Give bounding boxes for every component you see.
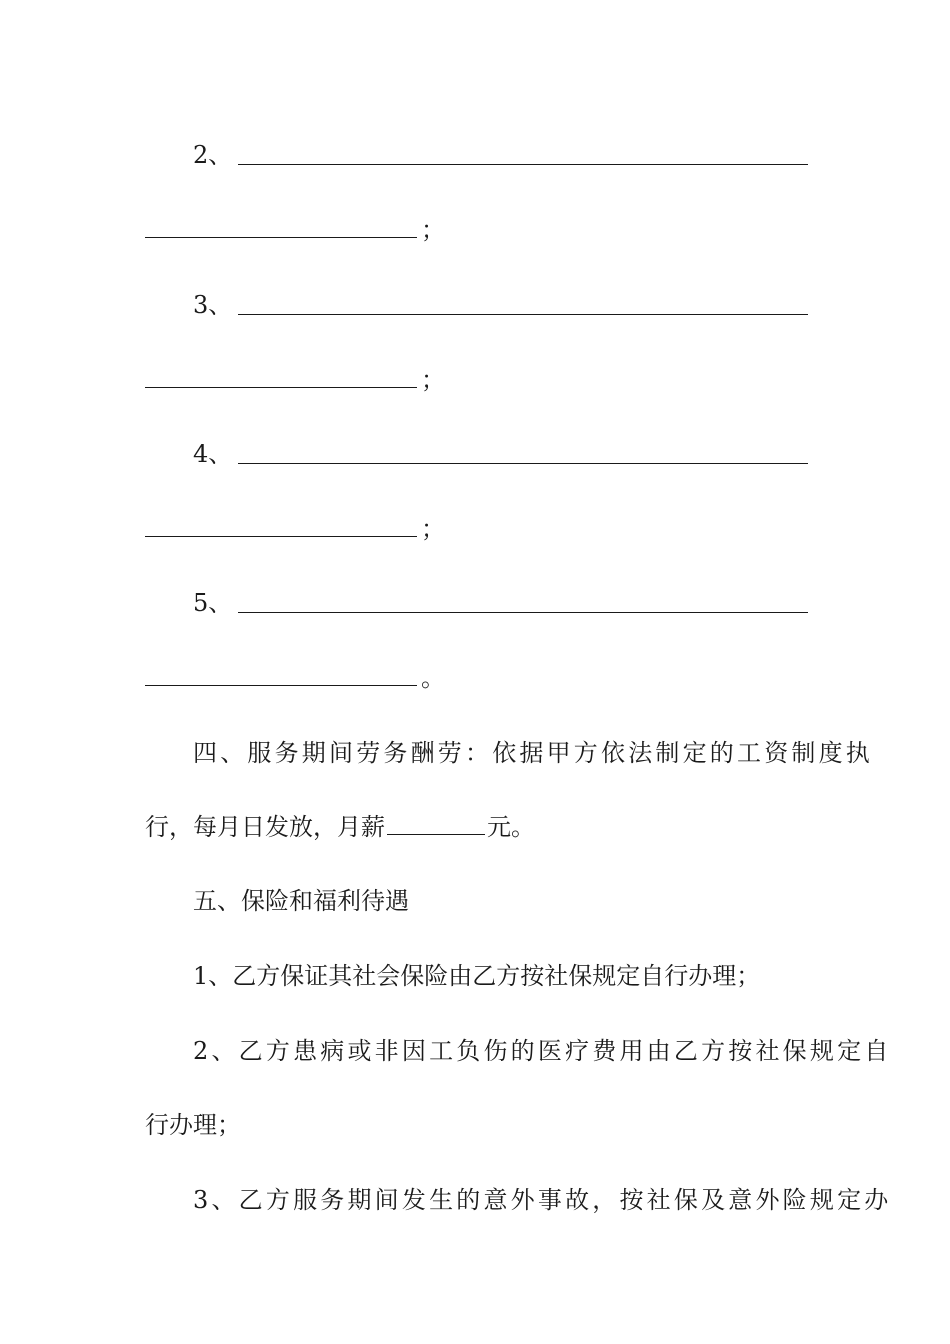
section-5-title: 五、保险和福利待遇 <box>193 887 409 915</box>
item-number: 3、 <box>193 291 233 319</box>
fill-in-blank[interactable] <box>145 665 417 686</box>
item-number: 5、 <box>193 589 233 617</box>
blank-item-3-continuation <box>145 363 808 397</box>
blank-item-4 <box>193 437 808 471</box>
fill-in-blank[interactable] <box>238 443 808 464</box>
section-4-line-1: 四、服务期间劳务酬劳：依据甲方依法制定的工资制度执 <box>193 739 873 767</box>
item-number: 2、 <box>193 141 233 169</box>
fill-in-blank[interactable] <box>145 217 417 238</box>
section-5-paragraph-3-line-1: 3、乙方服务期间发生的意外事故，按社保及意外险规定办 <box>193 1186 892 1214</box>
fill-in-blank[interactable] <box>238 294 808 315</box>
blank-item-5 <box>193 586 808 620</box>
fill-in-blank[interactable] <box>238 592 808 613</box>
salary-blank[interactable] <box>387 814 485 835</box>
section-4-text: 行，每月日发放，月薪 <box>145 813 385 841</box>
blank-item-2 <box>193 138 808 172</box>
fill-in-blank[interactable] <box>238 144 808 165</box>
section-5-paragraph-2-line-1: 2、乙方患病或非因工负伤的医疗费用由乙方按社保规定自 <box>193 1037 892 1065</box>
section-5-paragraph-1: 1、乙方保证其社会保险由乙方按社保规定自行办理； <box>193 962 761 990</box>
blank-item-2-continuation <box>145 213 808 247</box>
blank-item-4-continuation <box>145 512 808 546</box>
item-end-punct: ； <box>421 216 445 244</box>
section-5-paragraph-2-line-2: 行办理； <box>145 1111 241 1139</box>
fill-in-blank[interactable] <box>145 516 417 537</box>
blank-item-5-continuation <box>145 661 808 695</box>
blank-item-3 <box>193 288 808 322</box>
section-4-text-end: 元。 <box>487 813 535 841</box>
item-end-punct: ； <box>421 515 445 543</box>
item-end-punct: 。 <box>421 664 445 692</box>
item-end-punct: ； <box>421 366 445 394</box>
section-4-line-2 <box>145 810 808 844</box>
fill-in-blank[interactable] <box>145 367 417 388</box>
item-number: 4、 <box>193 440 233 468</box>
